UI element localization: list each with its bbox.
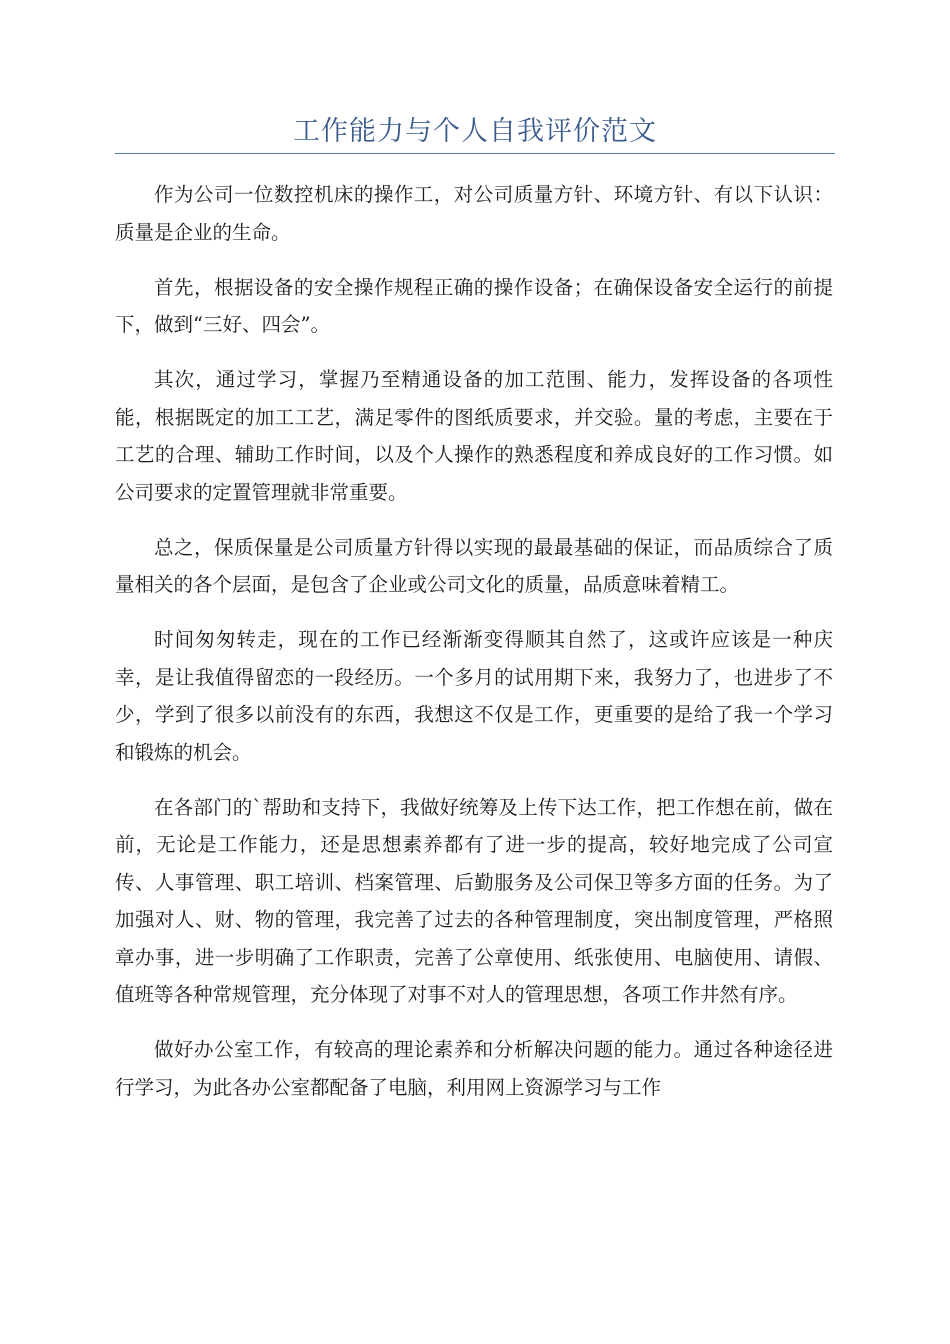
paragraph: 其次，通过学习，掌握乃至精通设备的加工范围、能力，发挥设备的各项性能，根据既定的加工工艺，满足零件的图纸质要求，并交验。量的考虑，主要在于工艺的合理、辅助工作时间，以及个人操作的熟悉程度和养成良好的工作习惯。如公司要求的定置管理就非常重要。: [115, 368, 833, 504]
document-title: 工作能力与个人自我评价范文: [293, 116, 657, 147]
title-underline: [115, 153, 835, 154]
document-body: [115, 176, 833, 1124]
paragraph: 在各部门的`帮助和支持下，我做好统筹及上传下达工作，把工作想在前，做在前，无论是工作能力，还是思想素养都有了进一步的提高，较好地完成了公司宣传、人事管理、职工培训、档案管理、后勤服务及公司保卫等多方面的任务。为了加强对人、财、物的管理，我完善了过去的各种管理制度，突出制度管理，严格照章办事，进一步明确了工作职责，完善了公章使用、纸张使用、电脑使用、请假、值班等各种常规管理，充分体现了对事不对人的管理思想，各项工作井然有序。: [115, 795, 833, 1006]
paragraph: 总之，保质保量是公司质量方针得以实现的最最基础的保证，而品质综合了质量相关的各个层面，是包含了企业或公司文化的质量，品质意味着精工。: [115, 535, 833, 596]
paragraph: 作为公司一位数控机床的操作工，对公司质量方针、环境方针、有以下认识：质量是企业的生命。: [115, 183, 833, 244]
paragraph: 做好办公室工作，有较高的理论素养和分析解决问题的能力。通过各种途径进行学习，为此各办公室都配备了电脑，利用网上资源学习与工作: [115, 1038, 833, 1099]
paragraph: 时间匆匆转走，现在的工作已经渐渐变得顺其自然了，这或许应该是一种庆幸，是让我值得留恋的一段经历。一个多月的试用期下来，我努力了，也进步了不少，学到了很多以前没有的东西，我想这不仅是工作，更重要的是给了我一个学习和锻炼的机会。: [115, 628, 833, 764]
paragraph: 首先，根据设备的安全操作规程正确的操作设备；在确保设备安全运行的前提下，做到“三好、四会”。: [115, 275, 833, 336]
